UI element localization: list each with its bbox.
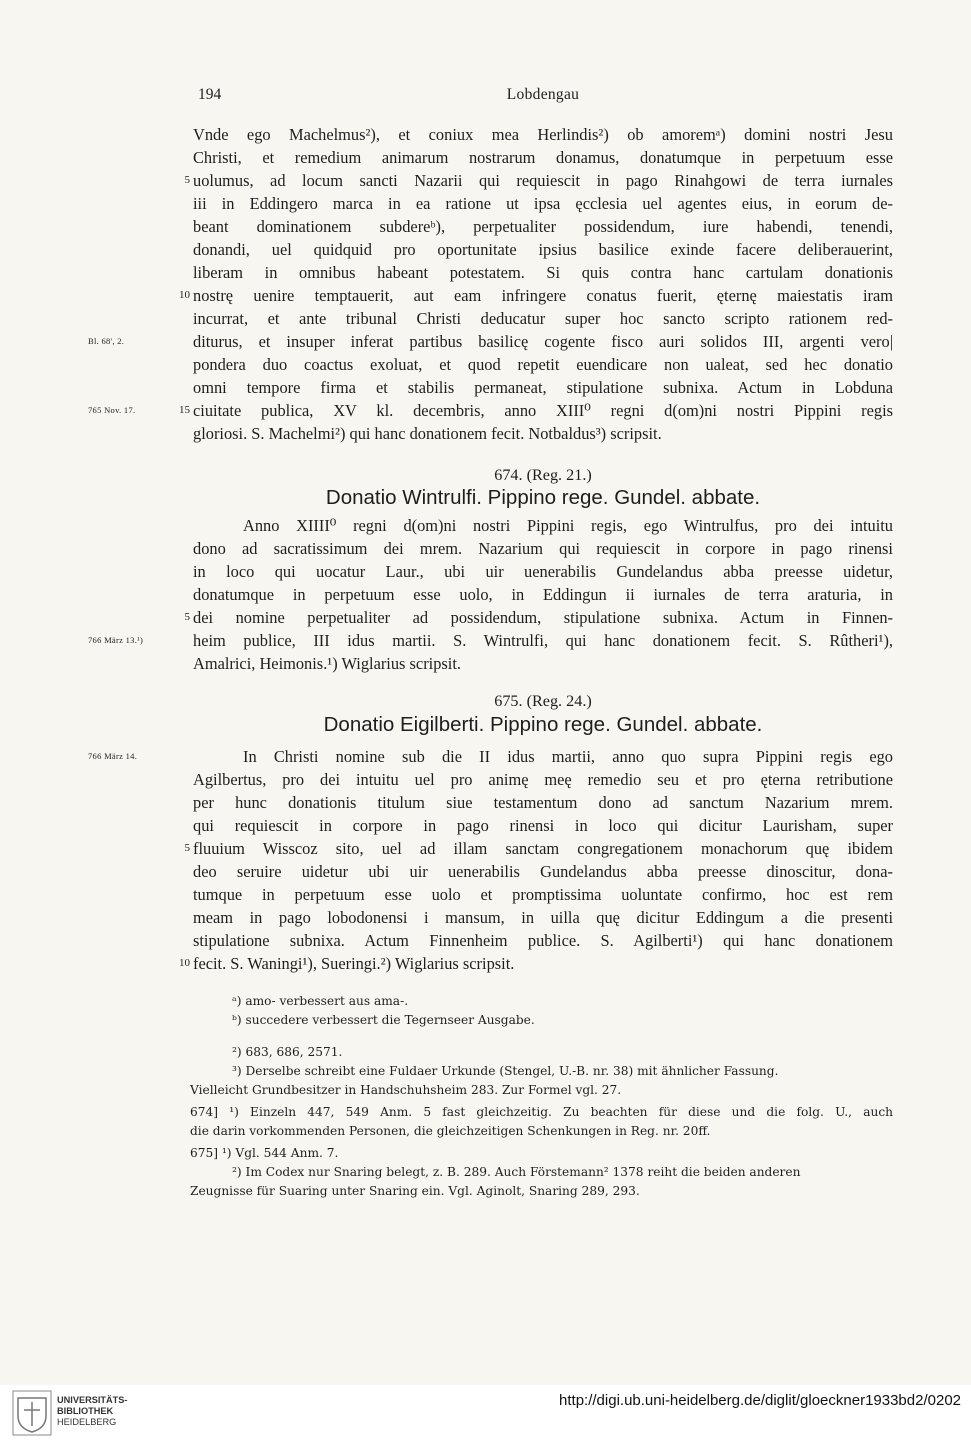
margin-note: Bl. 68', 2.: [88, 336, 125, 346]
text-line: gloriosi. S. Machelmi²) qui hanc donationem fecit. Notbaldus³) scripsit.: [193, 424, 662, 443]
text-line: Agilbertus, pro dei intuitu uel pro animę meę remedio seu et pro ęterna retributione: [193, 770, 893, 789]
library-line: BIBLIOTHEK: [57, 1406, 114, 1416]
text-line: incurrat, et ante tribunal Christi deducatur super hoc sancto scripto rationem red-: [193, 309, 893, 328]
text-line: Vnde ego Machelmus²), et coniux mea Herlindis²) ob amoremᵃ) domini nostri Jesu: [193, 125, 893, 144]
text-line: fluuium Wisscoz sito, uel ad illam sanctam congregationem monachorum quę ibidem: [193, 839, 893, 858]
text-line: nostrę uenire temptauerit, aut eam infringere conatus fuerit, ęternę maiestatis iram: [193, 286, 893, 305]
footnote: ²) Im Codex nur Snaring belegt, z. B. 289. Auch Förstemann² 1378 reiht die beiden anderen: [232, 1165, 801, 1179]
page-number: 194: [198, 86, 222, 103]
library-line: UNIVERSITÄTS-: [57, 1395, 128, 1405]
text-line: donandi, uel quidquid pro oportunitate ipsius basilice exinde facere deliberauerint,: [193, 240, 893, 259]
line-number: 10: [179, 957, 190, 969]
margin-note: 766 März 13.¹): [88, 635, 144, 645]
line-number: 15: [179, 404, 190, 416]
line-number: 5: [184, 611, 190, 623]
running-title: Lobdengau: [506, 86, 580, 103]
text-line: fecit. S. Waningi¹), Sueringi.²) Wiglarius scripsit.: [193, 954, 515, 973]
text-line: deo seruire uidetur ubi uir uenerabilis Gundelandus abba preesse dinoscitur, dona-: [193, 862, 893, 881]
line-number: 10: [179, 289, 190, 301]
library-name: [57, 1395, 127, 1428]
text-line: dei nomine perpetualiter ad possidendum, stipulatione subnixa. Actum in Finnen-: [193, 608, 893, 627]
document-number: 674. (Reg. 21.): [494, 466, 592, 484]
text-line: In Christi nomine sub die II idus martii, anno quo supra Pippini regis ego: [243, 747, 893, 766]
source-url-link[interactable]: http://digi.ub.uni-heidelberg.de/diglit/gloeckner1933bd2/0202: [559, 1392, 961, 1409]
text-line: stipulatione subnixa. Actum Finnenheim publice. S. Agilberti¹) qui hanc donationem: [193, 931, 893, 950]
footnote: 674] ¹) Einzeln 447, 549 Anm. 5 fast gleichzeitig. Zu beachten für diese und die folg. U., auch: [190, 1105, 893, 1119]
text-line: iii in Eddingero marca in ea ratione ut ipsa ęcclesia uel agentes eius, in eorum de-: [193, 194, 893, 213]
margin-note: 766 März 14.: [88, 751, 138, 761]
text-line: Anno XIIII⁰ regni d(om)ni nostri Pippini regis, ego Wintrulfus, pro dei intuitu: [243, 516, 893, 535]
footnote: ᵇ) succedere verbessert die Tegernseer Ausgabe.: [232, 1013, 535, 1027]
text-line: Amalrici, Heimonis.¹) Wiglarius scripsit.: [193, 654, 461, 673]
footnote: ²) 683, 686, 2571.: [232, 1045, 343, 1059]
footnote: ³) Derselbe schreibt eine Fuldaer Urkunde (Stengel, U.-B. nr. 38) mit ähnlicher Fassung.: [232, 1064, 779, 1078]
text-line: omni tempore firma et stabilis permaneat, stipulatione subnixa. Actum in Lobduna: [193, 378, 893, 397]
text-line: dono ad sacratissimum dei mrem. Nazarium qui requiescit in corpore in pago rinensi: [193, 539, 893, 558]
text-line: pondera duo coactus exoluat, et quod repetit euendicare non ualeat, sed hec donatio: [193, 355, 893, 374]
university-seal-icon: [12, 1390, 52, 1436]
text-line: Christi, et remedium animarum nostrarum donamus, donatumque in perpetuum esse: [193, 148, 893, 167]
text-line: per hunc donationis titulum siue testamentum dono ad sanctum Nazarium mrem.: [193, 793, 893, 812]
text-line: heim publice, III idus martii. S. Wintrulfi, qui hanc donationem fecit. S. Rûtheri¹),: [193, 631, 893, 650]
document-title: Donatio Eigilberti. Pippino rege. Gundel. abbate.: [323, 713, 763, 736]
text-line: ciuitate publica, XV kl. decembris, anno XIII⁰ regni d(om)ni nostri Pippini regis: [193, 401, 893, 420]
footnote: Zeugnisse für Suaring unter Snaring ein. Vgl. Aginolt, Snaring 289, 293.: [190, 1184, 640, 1198]
footnote: ᵃ) amo- verbessert aus ama-.: [232, 994, 409, 1008]
footnote: 675] ¹) Vgl. 544 Anm. 7.: [190, 1146, 339, 1160]
document-number: 675. (Reg. 24.): [494, 692, 592, 710]
text-line: donatumque in perpetuum esse uolo, in Eddingun ii iurnales de terra araturia, in: [193, 585, 893, 604]
text-line: liberam in omnibus habeant potestatem. Si quis contra hanc cartulam donationis: [193, 263, 893, 282]
text-line: tumque in perpetuum esse uolo et promptissima uoluntate confirmo, hoc est rem: [193, 885, 893, 904]
text-line: qui requiescit in corpore in pago rinensi in loco qui dicitur Laurisham, super: [193, 816, 893, 835]
line-number: 5: [184, 842, 190, 854]
footnote: Vielleicht Grundbesitzer in Handschuhsheim 283. Zur Formel vgl. 27.: [190, 1083, 622, 1097]
document-title: Donatio Wintrulfi. Pippino rege. Gundel. abbate.: [325, 486, 761, 509]
text-line: diturus, et insuper inferat partibus basilicę cogente fisco auri solidos III, argenti vero|: [193, 332, 893, 351]
text-line: in loco qui uocatur Laur., ubi uir uenerabilis Gundelandus abba preesse uidetur,: [193, 562, 893, 581]
page-header: [193, 86, 893, 108]
text-line: beant dominationem subdereᵇ), perpetualiter possidendum, iure habendi, tenendi,: [193, 217, 893, 236]
footnote: die darin vorkommenden Personen, die gleichzeitigen Schenkungen in Reg. nr. 20ff.: [190, 1124, 711, 1138]
margin-note: 765 Nov. 17.: [88, 405, 136, 415]
library-line: HEIDELBERG: [57, 1417, 117, 1427]
text-line: uolumus, ad locum sancti Nazarii qui requiescit in pago Rinahgowi de terra iurnales: [193, 171, 893, 190]
text-line: meam in pago lobodonensi i mansum, in uilla quę dicitur Eddingum a die presenti: [193, 908, 893, 927]
line-number: 5: [184, 174, 190, 186]
